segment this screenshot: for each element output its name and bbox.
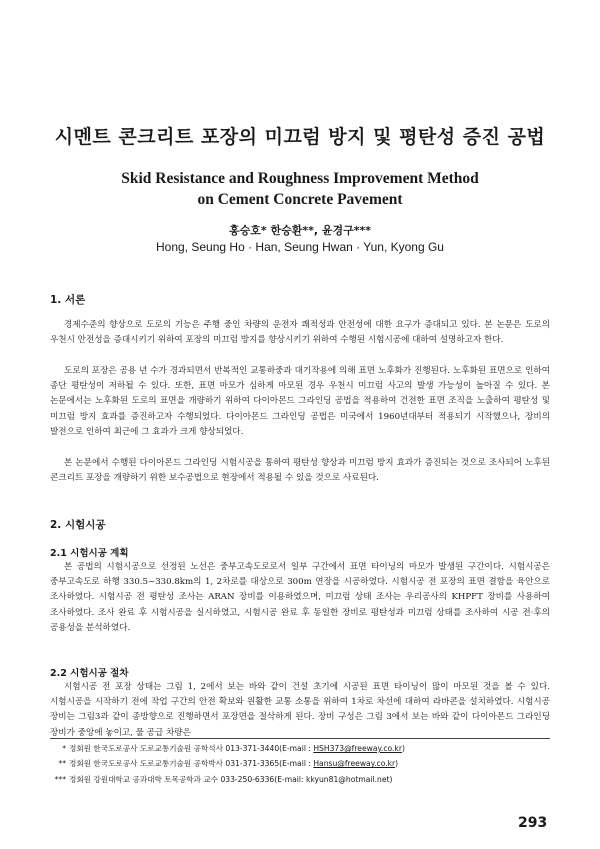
footnote-item: [50, 741, 560, 756]
title-english-line-1: Skid Resistance and Roughness Improvement Method: [121, 170, 479, 187]
footnote-divider: [50, 738, 550, 739]
footnote-close: ): [395, 759, 399, 769]
footnote-mark: *: [62, 744, 66, 753]
page-number: 293: [518, 815, 548, 831]
intro-paragraph-2: 도로의 포장은 공용 년 수가 경과되면서 반복적인 교통하중과 대기작용에 의해 표면 노후화가 진행된다. 노후화된 표면으로 인하여 종단 평탄성이 저하될 수 있다. 또한, 표면 마모가 심하게 마모된 경우 우천시 미끄럼 사고의 발생 가능성이 높아질 수 있다. 본 논문에서는 노후화된 도로의 표면을 개량하기 위하여 다이아몬드 그라인딩 공법을 적용하여 건전한 표면 조직을 노출하여 평탄성 및 미끄럼 방지 효과를 증진하고자 수행되었다. 다이아몬드 그라인딩 공법은 미국에서 1960년대부터 적용되기 시작했으나, 장비의 발전으로 인하여 최근에 그 효과가 크게 향상되었다.: [50, 366, 550, 437]
footnote-mark: ***: [54, 774, 66, 784]
section-heading-test-construction: 2. 시험시공: [50, 519, 106, 531]
footnote-item: [50, 772, 560, 787]
subsection-heading-procedure: 2.2 시험시공 절차: [50, 668, 129, 679]
footnote-email: Hansu@freeway.co.kr: [313, 759, 396, 769]
section-heading-introduction: 1. 서론: [50, 294, 86, 306]
footnote-item: [50, 756, 560, 771]
title-english-line-2: on Cement Concrete Pavement: [197, 191, 403, 208]
intro-paragraph-3: 본 논문에서 수행된 다이아몬드 그라인딩 시험시공을 통하여 평탄성 향상과 미끄럼 방지 효과가 증진되는 것으로 조사되어 노후된 콘크리트 포장을 개량하기 위한 보수공법으로 현장에서 적용될 수 있을 것으로 사료된다.: [50, 458, 550, 484]
authors-english: Hong, Seung Ho · Han, Seung Hwan · Yun, Kyong Gu: [156, 240, 444, 254]
authors-korean: 홍승호* 한승환**, 윤경구***: [229, 224, 371, 237]
footnote-email: HSH373@freeway.co.kr: [313, 744, 402, 753]
footnote-list: [50, 741, 560, 787]
footnote-text: 정회원 강원대학교 공과대학 토목공학과 교수 033-250-6336(E-mail: kkyun81@hotmail.net): [69, 774, 393, 784]
intro-paragraph-1: 경제수준의 향상으로 도로의 기능은 주행 중인 차량의 운전자 쾌적성과 안전성에 대한 요구가 증대되고 있다. 본 논문은 도로의 우천시 안전성을 증대시키기 위하여 포장의 미끄럼 방지를 향상시키기 위하여 수행된 시험시공에 대하여 설명하고자 한다.: [50, 320, 550, 346]
procedure-paragraph: 시험시공 전 포장 상태는 그림 1, 2에서 보는 바와 같이 건설 초기에 시공된 표면 타이닝이 많이 마모된 것을 볼 수 있다. 시험시공을 시작하기 전에 작업 구간의 안전 확보와 원활한 교통 소통을 위하여 1차로 차선에 대하여 라바콘을 설치하였다. 시험시공 장비는 그림3과 같이 종방향으로 진행하면서 포장면을 절삭하게 된다. 장비 구성은 그림 3에서 보는 바와 같이 다이아몬드 그라인딩 장비가 중앙에 놓이고, 물 공급 차량은: [50, 682, 550, 738]
footnote-close: ): [401, 744, 405, 753]
plan-paragraph: 본 공법의 시험시공으로 선정된 노선은 중부고속도로로서 일부 구간에서 표면 타이닝의 마모가 발생된 구간이다. 시험시공은 중부고속도로 하행 330.5~330.8km의 1, 2차로를 대상으로 300m 연장을 시공하였다. 시험시공 전 포장의 표면 결함을 육안으로 조사하였다. 시험시공 전 평탄성 조사는 ARAN 장비를 이용하였으며, 미끄럼 상태 조사는 우리공사의 KHPFT 장비를 사용하여 조사하였다. 조사 완료 후 시험시공을 실시하였고, 시험시공 완료 후 동일한 장비로 평탄성과 미끄럼 상태를 조사하여 시공 전·후의 공용성을 분석하였다.: [50, 562, 550, 633]
title-english: [0, 168, 600, 210]
footnote-text: 정회원 한국도로공사 도로교통기술원 공학석사 013-371-3440(E-mail :: [69, 744, 314, 753]
subsection-heading-plan: 2.1 시험시공 계획: [50, 548, 129, 559]
footnote-mark: **: [58, 759, 66, 769]
title-korean: 시멘트 콘크리트 포장의 미끄럼 방지 및 평탄성 증진 공법: [54, 126, 546, 148]
footnote-text: 정회원 한국도로공사 도로교통기술원 공학박사 031-371-3365(E-mail :: [69, 759, 314, 769]
